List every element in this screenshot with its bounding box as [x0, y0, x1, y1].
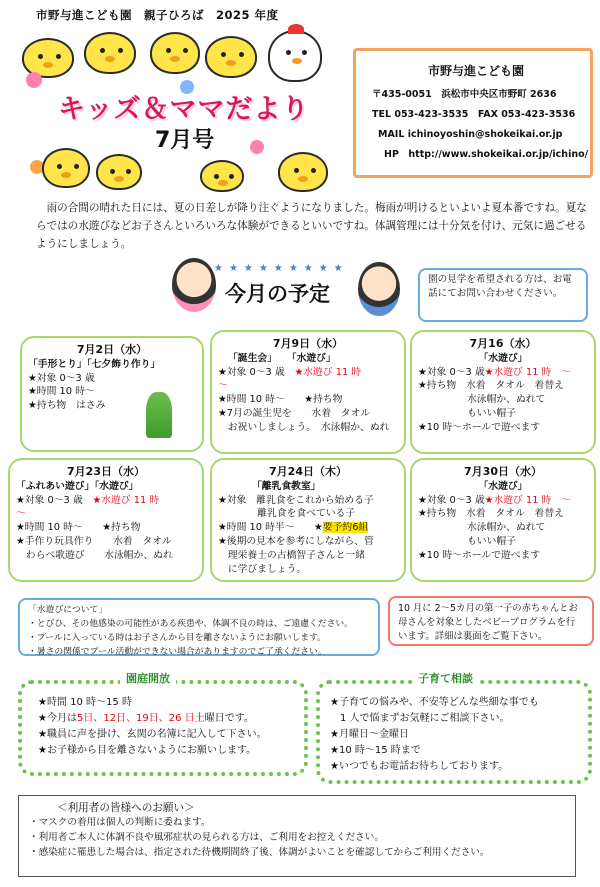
water-note-line: ・暑さの関係でプール活動ができない場合がありますのでご了承ください。	[28, 647, 327, 658]
event-line: ★後期の見本を参考にしながら、管	[218, 536, 374, 548]
garden-open-box	[18, 672, 308, 776]
event-line-highlight: ～	[218, 380, 228, 392]
tel-fax: TEL 053-423-3535 FAX 053-423-3536	[372, 109, 576, 120]
event-line: ★対象 0～3 歳	[16, 494, 83, 506]
consult-line: 1 人で悩まずお気軽にご相談下さい。	[330, 713, 510, 724]
girl-illustration-icon	[172, 258, 216, 312]
consultation-heading: 子育て相談	[412, 672, 479, 687]
tanabata-icon	[146, 392, 172, 438]
consult-line: ★いつでもお電話お待ちしております。	[330, 761, 509, 772]
event-line: ★時間 10 時半～ ★	[218, 522, 323, 534]
event-line: ★持ち物 水着 タオル 着替え	[418, 508, 564, 520]
event-date: 7月30日（水）	[464, 465, 542, 478]
event-line: に学びましょう。	[218, 564, 307, 576]
garden-line: 土曜日です。	[194, 713, 254, 724]
event-date: 7月9日（水）	[272, 337, 344, 350]
event-title: 「誕生会」 「水遊び」	[228, 352, 336, 364]
event-card	[410, 458, 596, 582]
event-title: 「水遊び」	[478, 480, 528, 492]
contact-info-box	[353, 48, 593, 178]
event-title: 「ふれあい遊び」「水遊び」	[16, 480, 139, 492]
intro-paragraph: 雨の合間の晴れた日には、夏の日差しが降り注ぐようになりました。梅雨が明けるといよいよ夏本番ですね。夏ならではの水遊びなどお子さんといろいろな体験ができるといいですね。体調管理には十分気を付け、元気に過ごせるようにしましょう。	[36, 202, 587, 251]
event-line: ★10 時～ホールで遊べます	[418, 422, 541, 434]
event-card	[8, 458, 204, 582]
event-line-highlight: ～	[16, 508, 26, 520]
baby-program-note: 10 月に 2～5カ月の第一子の赤ちゃんとお母さんを対象としたベビープログラムを行います。詳細は裏面をご覧下さい。	[388, 596, 594, 646]
event-title: 「離乳食教室」	[252, 480, 321, 492]
chick-icon	[96, 154, 142, 190]
event-line-highlight: ★水遊び 11 時	[92, 494, 160, 506]
event-line: ★持ち物 水着 タオル 着替え	[418, 380, 564, 392]
consult-line: ★子育ての悩みや、不安等どんな些細な事でも	[330, 697, 539, 708]
boy-illustration-icon	[358, 262, 400, 316]
event-line: ★時間 10 時～ ★持ち物	[16, 522, 141, 534]
newsletter-issue: 7月号	[155, 128, 215, 153]
event-card	[210, 458, 406, 582]
event-line: わらべ歌遊び 水泳帽か、ぬれ	[16, 550, 173, 562]
hen-icon	[268, 30, 322, 82]
water-note-title: 「水遊びについて」	[28, 605, 107, 615]
consultation-box	[316, 672, 592, 784]
event-line: ★持ち物 はさみ	[28, 400, 106, 412]
request-line: ・マスクの着用は個人の判断に委ねます。	[29, 817, 211, 829]
event-line: ★時間 10 時～	[28, 386, 95, 398]
event-date: 7月2日（水）	[76, 343, 148, 356]
event-line: ★対象 離乳食をこれから始める子	[218, 494, 374, 506]
visit-note: 園の見学を希望される方は、お電話にてお問い合わせください。	[418, 268, 588, 322]
event-line: お祝いしましょう。 水泳帽か、ぬれ	[218, 422, 390, 434]
event-card	[210, 330, 406, 454]
event-line: ★7月の誕生児を 水着 タオル	[218, 408, 371, 420]
event-line: 理栄養士の古橋智子さんと一緒	[218, 550, 365, 562]
event-line-highlight: ★水遊び 11 時	[294, 366, 362, 378]
mail-address[interactable]: MAIL ichinoyoshin@shokeikai.or.jp	[378, 129, 563, 140]
request-line: ・利用者ご本人に体調不良や風邪症状の見られる方は、ご利用をお控えください。	[29, 832, 384, 844]
event-line-highlight: ★水遊び 11 時 ～	[484, 494, 571, 506]
chick-icon	[42, 148, 90, 188]
garden-open-heading: 園庭開放	[120, 672, 176, 687]
event-line: もいい帽子	[418, 536, 516, 548]
stars-decoration: ★★★★★★★★★	[214, 263, 349, 274]
event-line: もいい帽子	[418, 408, 516, 420]
event-date: 7月23日（水）	[67, 465, 145, 478]
event-line: 離乳食を食べている子	[218, 508, 356, 520]
chick-icon	[278, 152, 328, 192]
water-play-note	[18, 598, 380, 656]
event-line: ★手作り玩具作り 水着 タオル	[16, 536, 172, 548]
event-line: ★対象 0～3 歳	[218, 366, 285, 378]
event-line: ★対象 0～3 歳	[418, 494, 485, 506]
event-title: 「水遊び」	[478, 352, 528, 364]
chick-icon	[200, 160, 244, 192]
header-line: 市野与進こども園 親子ひろば 2025 年度	[36, 8, 279, 22]
consult-line: ★10 時～15 時まで	[330, 745, 421, 756]
request-heading: ＜利用者の皆様へのお願い＞	[57, 802, 195, 814]
event-line-highlight: ★水遊び 11 時 ～	[484, 366, 571, 378]
event-card	[20, 336, 204, 452]
garden-dates: 5日、12日、19日、26 日	[76, 713, 195, 724]
event-line: 水泳帽か、ぬれて	[418, 522, 546, 534]
homepage-url[interactable]: HP http://www.shokeikai.or.jp/ichino/	[384, 149, 589, 160]
event-title: 「手形とり」「七夕飾り作り」	[28, 358, 161, 370]
event-card	[410, 330, 596, 454]
water-note-line: ・プールに入っている時はお子さんから目を離さないようにお願いします。	[28, 633, 326, 644]
event-line: 水泳帽か、ぬれて	[418, 394, 546, 406]
event-line: ★時間 10 時～ ★持ち物	[218, 394, 343, 406]
garden-line: ★お子様から目を離さないようにお願いします。	[38, 745, 257, 756]
event-date: 7月24日（木）	[269, 465, 347, 478]
newsletter-title: キッズ＆ママだより	[58, 94, 310, 125]
consult-line: ★月曜日～金曜日	[330, 729, 409, 740]
flower-icon	[26, 72, 42, 88]
flower-icon	[250, 140, 264, 154]
reservation-highlight: 要予約6組	[322, 522, 369, 534]
event-date: 7月16（水）	[469, 337, 537, 350]
schedule-heading: 今月の予定	[225, 282, 330, 306]
event-line: ★対象 0～3 歳	[418, 366, 485, 378]
facility-name: 市野与進こども園	[428, 64, 525, 78]
garden-line: ★時間 10 時～15 時	[38, 697, 132, 708]
chick-icon	[150, 32, 200, 74]
request-line: ・感染症に罹患した場合は、指定された待機期間終了後、体調がよいことを確認してからご利用ください。	[29, 847, 490, 859]
address: 〒435-0051 浜松市中央区市野町 2636	[372, 89, 557, 100]
garden-line: ★職員に声を掛け、玄関の名簿に記入して下さい。	[38, 729, 267, 740]
event-line: ★10 時～ホールで遊べます	[418, 550, 541, 562]
user-request-box	[18, 795, 576, 877]
chick-icon	[205, 36, 257, 78]
garden-line: ★今月は	[38, 713, 77, 724]
chick-icon	[84, 32, 136, 74]
water-note-line: ・とびひ、その他感染の可能性がある疾患や、体調不良の時は、ご遠慮ください。	[28, 619, 353, 630]
event-line: ★対象 0～3 歳	[28, 372, 95, 384]
